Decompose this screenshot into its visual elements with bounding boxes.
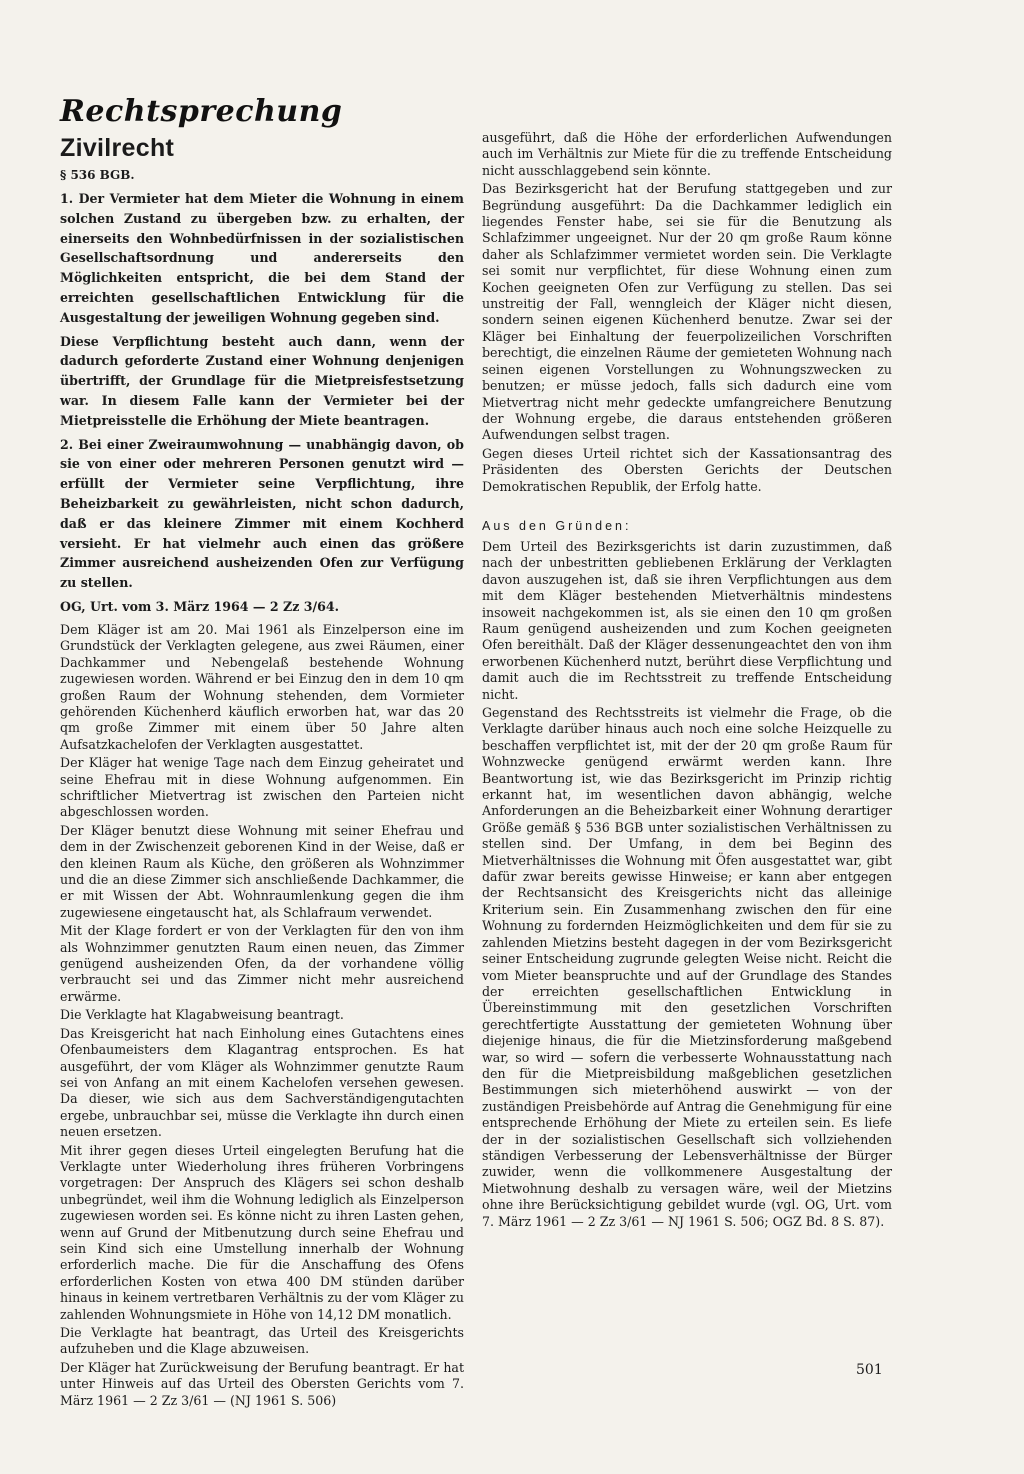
page-number: 501 — [856, 1362, 883, 1378]
paragraph: Der Kläger benutzt diese Wohnung mit seiner Ehefrau und dem in der Zwischenzeit geborenen Kind in der Weise, daß er den kleinen Raum als Küche, den größeren als Wohnzimmer und die an diese Zimmer sich anschließende Dachkammer, die er mit Wissen der Abt. Wohnraumlenkung gegen die ihm zugewiesene eingetauscht hat, als Schlafraum verwendet. — [60, 822, 464, 920]
paragraph: Gegen dieses Urteil richtet sich der Kassationsantrag des Präsidenten des Obersten Gerichts der Deutschen Demokratischen Republik, der Erfolg hatte. — [482, 445, 892, 494]
reasons-heading: Aus den Gründen: — [482, 518, 632, 533]
headnote: 1. Der Vermieter hat dem Mieter die Wohnung in einem solchen Zustand zu übergeben bzw. zu erhalten, der einerseits den Wohnbedürfnissen in der sozialistischen Gesellschaftsordnung und andererseits den Möglichkeiten entspricht, die bei dem Stand der erreichten gesellschaftlichen Entwicklung für die Ausgestaltung der jeweiligen Wohnung gegeben sind. — [60, 191, 464, 325]
right-column — [482, 130, 892, 1232]
paragraph: Die Verklagte hat beantragt, das Urteil des Kreisgerichts aufzuheben und die Klage abzuweisen. — [60, 1325, 464, 1357]
case-citation: OG, Urt. vom 3. März 1964 — 2 Zz 3/64. — [60, 598, 340, 614]
paragraph: Gegenstand des Rechtsstreits ist vielmehr die Frage, ob die Verklagte darüber hinaus auch noch eine solche Heizquelle zu beschaffen verpflichtet ist, mit der der 20 qm große Raum für Wohnzwecke genügend erwärmt werden kann. Ihre Beantwortung ist, wie das Bezirksgericht im Prinzip richtig erkannt hat, im wesentlichen davon abhängig, welche Anforderungen an die Beheizbarkeit einer Wohnung derartiger Größe gemäß § 536 BGB unter sozialistischen Verhältnissen zu stellen sind. Der Umfang, in dem bei Beginn des Mietverhältnisses die Wohnung mit Öfen ausgestattet war, gibt dafür zwar bereits gewisse Hinweise; er kann aber entgegen der Rechtsansicht des Kreisgerichts nicht das alleinige Kriterium sein. Ein Zusammenhang zwischen den für eine Wohnung zu fordernden Heizmöglichkeiten und dem für sie zu zahlenden Mietzins besteht dagegen in der vom Bezirksgericht seiner Entscheidung zugrunde gelegten Weise nicht. Reicht die vom Mieter beanspruchte und auf der Grundlage des Standes der erreichten gesellschaftlichen Entwicklung in Übereinstimmung mit den gesetzlichen Vorschriften gerechtfertigte Ausstattung der gemieteten Wohnung über diejenige hinaus, die für die Mietzinsforderung maßgebend war, so wird — sofern die verbesserte Wohnausstattung nach den für die Mietpreisbildung maßgeblichen gesetzlichen Bestimmungen sich mieterhöhend auswirkt — von der zuständigen Preisbehörde auf Antrag die Genehmigung für eine entsprechende Erhöhung der Miete zu erteilen sein. Es liefe der in der sozialistischen Gesellschaft sich vollziehenden ständigen Verbesserung der Lebensverhältnisse der Bürger zuwider, wenn die vollkommenere Ausgestaltung der Mietwohnung deshalb zu versagen wäre, weil der Mietzins ohne ihre Berücksichtigung gebildet wurde (vgl. OG, Urt. vom 7. März 1961 — 2 Zz 3/61 — NJ 1961 S. 506; OGZ Bd. 8 S. 87). — [482, 705, 892, 1229]
paragraph: Dem Kläger ist am 20. Mai 1961 als Einzelperson eine im Grundstück der Verklagten gelegene, aus zwei Räumen, einer Dachkammer und Nebengelaß bestehende Wohnung zugewiesen worden. Während er bei Einzug den in dem 10 qm großen Raum der Wohnung stehenden, dem Vormieter gehörenden Küchenherd käuflich erworben hat, war das 20 qm große Zimmer mit einem über 50 Jahre alten Aufsatzkachelofen der Verklagten ausgestattet. — [60, 621, 464, 752]
section-heading: Rechtsprechung — [60, 94, 343, 129]
right-body — [482, 130, 892, 495]
paragraph: Mit der Klage fordert er von der Verklagten für den von ihm als Wohnzimmer genutzten Raum einen neuen, das Zimmer genügend ausheizenden Ofen, da der vorhandene völlig verbraucht sei und das Zimmer nicht mehr ausreichend erwärme. — [60, 923, 464, 1004]
paragraph: Der Kläger hat Zurückweisung der Berufung beantragt. Er hat unter Hinweis auf das Urteil des Obersten Gerichts vom 7. März 1961 — 2 Zz 3/61 — (NJ 1961 S. 506) — [60, 1359, 464, 1408]
paragraph: Die Verklagte hat Klagabweisung beantragt. — [60, 1007, 344, 1023]
headnote: Diese Verpflichtung besteht auch dann, wenn der dadurch geforderte Zustand einer Wohnung denjenigen übertrifft, der Grundlage für die Mietpreisfestsetzung war. In diesem Falle kann der Vermieter bei der Mietpreisstelle die Erhöhung der Miete beantragen. — [60, 333, 464, 428]
paragraph: Mit ihrer gegen dieses Urteil eingelegten Berufung hat die Verklagte unter Wiederholung ihres früheren Vorbringens vorgetragen: Der Anspruch des Klägers sei schon deshalb unbegründet, weil ihm die Wohnung lediglich als Einzelperson zugewiesen worden sei. Es könne nicht zu ihren Lasten gehen, wenn auf Grund der Mitbenutzung durch seine Ehefrau und sein Kind sich eine Umstellung innerhalb der Wohnung erforderlich mache. Die für die Anschaffung des Ofens erforderlichen Kosten von etwa 400 DM stünden darüber hinaus in keinem vertretbaren Verhältnis zu der vom Kläger zu zahlenden Wohnungsmiete in Höhe von 14,12 DM monatlich. — [60, 1142, 464, 1322]
subheading: Zivilrecht — [60, 134, 175, 162]
statute-reference: § 536 BGB. — [60, 168, 135, 182]
paragraph: Der Kläger hat wenige Tage nach dem Einzug geheiratet und seine Ehefrau mit in diese Wohnung aufgenommen. Ein schriftlicher Mietvertrag ist zwischen den Parteien nicht abgeschlossen worden. — [60, 755, 464, 820]
paragraph: ausgeführt, daß die Höhe der erforderlichen Aufwendungen auch im Verhältnis zur Miete für die zu treffende Entscheidung nicht ausschlaggebend sein könnte. — [482, 130, 892, 178]
headnote: 2. Bei einer Zweiraumwohnung — unabhängig davon, ob sie von einer oder mehreren Personen genutzt wird — erfüllt der Vermieter seine Verpflichtung, ihre Beheizbarkeit zu gewährleisten, nicht schon dadurch, daß er das kleinere Zimmer mit einem Kochherd versieht. Er hat vielmehr auch einen das größere Zimmer ausreichend ausheizenden Ofen zur Verfügung zu stellen. — [60, 436, 464, 591]
paragraph: Das Kreisgericht hat nach Einholung eines Gutachtens eines Ofenbaumeisters dem Klagantrag entsprochen. Es hat ausgeführt, der vom Kläger als Wohnzimmer genutzte Raum sei von Anfang an mit einem Kachelofen versehen gewesen. Da dieser, wie sich aus dem Sachverständigengutachten ergebe, unbrauchbar sei, müsse die Verklagte ihn durch einen neuen ersetzen. — [60, 1025, 464, 1140]
paragraph: Dem Urteil des Bezirksgerichts ist darin zuzustimmen, daß nach der unbestritten gebliebenen Erklärung der Verklagten davon auszugehen ist, daß sie ihren Verpflichtungen aus dem mit dem Kläger bestehenden Mietverhältnis mindestens insoweit nachgekommen ist, als sie einen den 10 qm großen Raum genügend ausheizenden und zum Kochen geeigneten Ofen bereithält. Daß der Kläger dessenungeachtet den von ihm erworbenen Küchenherd nutzt, berührt diese Verpflichtung und damit auch die im Rechtsstreit zu treffende Entscheidung nicht. — [482, 538, 892, 702]
left-column — [60, 134, 464, 1411]
headnotes — [60, 189, 464, 593]
left-body — [60, 622, 464, 1409]
reasons-body — [482, 539, 892, 1230]
paragraph: Das Bezirksgericht hat der Berufung stattgegeben und zur Begründung ausgeführt: Da die Dachkammer lediglich ein liegendes Fenster habe, sei sie für die Benutzung als Schlafzimmer ungeeignet. Nur der 20 qm große Raum könne daher als Schlafzimmer vermietet worden sein. Die Verklagte sei somit nur verpflichtet, für diese Wohnung einen zum Kochen geeigneten Ofen zur Verfügung zu stellen. Das sei unstreitig der Fall, wenngleich der Kläger nicht diesen, sondern seinen eigenen Küchenherd benutze. Zwar sei der Kläger bei Einhaltung der feuerpolizeilichen Vorschriften berechtigt, die einzelnen Räume der gemieteten Wohnung nach seinen eigenen Vorstellungen zu Wohnungszwecken zu benutzen; er müsse jedoch, falls sich dadurch eine vom Mietvertrag nicht mehr gedeckte umfangreichere Benutzung der Wohnung ergebe, die daraus entstehenden größeren Aufwendungen selbst tragen. — [482, 181, 892, 443]
